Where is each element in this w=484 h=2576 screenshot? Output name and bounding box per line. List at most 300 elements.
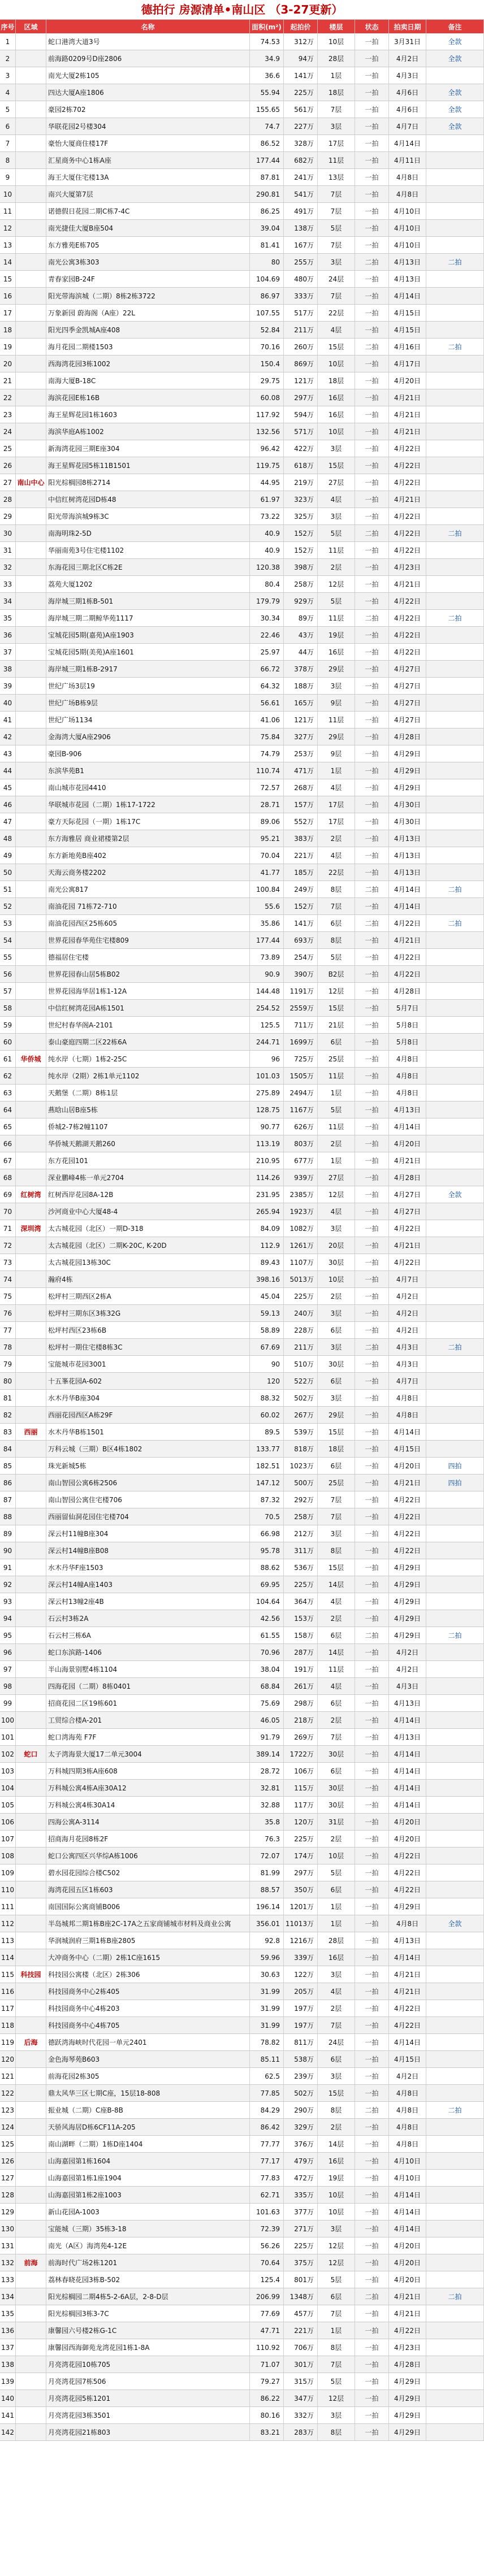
cell-price: 327万 <box>284 728 318 745</box>
cell-area: 120 <box>250 1373 284 1389</box>
cell-price: 89万 <box>284 610 318 626</box>
cell-area: 87.81 <box>250 169 284 185</box>
cell-district: 后海 <box>16 2034 46 2050</box>
cell-note <box>426 1390 484 1406</box>
cell-note <box>426 712 484 728</box>
cell-note <box>426 152 484 168</box>
cell-note <box>426 1407 484 1423</box>
table-row <box>0 966 484 983</box>
cell-price: 594万 <box>284 406 318 423</box>
cell-index: 70 <box>0 1203 16 1220</box>
cell-district <box>16 593 46 609</box>
cell-status: 一拍 <box>355 1644 389 1660</box>
cell-district <box>16 389 46 406</box>
cell-district <box>16 1831 46 1847</box>
cell-price: 1167万 <box>284 1101 318 1118</box>
cell-floor: 10层 <box>318 1848 355 1864</box>
cell-district <box>16 1322 46 1338</box>
cell-name: 世纪村春华阁A-2101 <box>46 1017 250 1033</box>
cell-name: 世纪广场3层19 <box>46 678 250 694</box>
cell-area: 110.74 <box>250 762 284 779</box>
cell-floor: 6层 <box>318 1627 355 1643</box>
cell-floor: 30层 <box>318 1797 355 1813</box>
cell-note <box>426 1644 484 1660</box>
cell-status: 一拍 <box>355 1678 389 1694</box>
cell-date: 4月22日 <box>389 1881 426 1898</box>
cell-name: 山海嘉园第1栋2座1003 <box>46 2187 250 2203</box>
cell-status: 一拍 <box>355 1763 389 1779</box>
cell-index: 43 <box>0 745 16 762</box>
table-row <box>0 1254 484 1271</box>
cell-area: 85.11 <box>250 2051 284 2067</box>
cell-note <box>426 440 484 457</box>
cell-district <box>16 1661 46 1677</box>
cell-status: 一拍 <box>355 2322 389 2339</box>
cell-price: 538万 <box>284 2051 318 2067</box>
table-row <box>0 491 484 508</box>
table-row <box>0 1475 484 1491</box>
cell-status: 一拍 <box>355 2390 389 2406</box>
cell-area: 84.29 <box>250 2102 284 2118</box>
cell-note <box>426 1898 484 1915</box>
cell-district <box>16 33 46 50</box>
cell-price: 167万 <box>284 237 318 253</box>
cell-floor: 29层 <box>318 728 355 745</box>
table-row <box>0 2339 484 2356</box>
table-row <box>0 1932 484 1949</box>
cell-note <box>426 2221 484 2237</box>
cell-note <box>426 1152 484 1169</box>
cell-floor: 1层 <box>318 2322 355 2339</box>
cell-area: 389.14 <box>250 1746 284 1762</box>
table-row <box>0 1983 484 2000</box>
cell-note <box>426 2339 484 2356</box>
cell-name: 东方海雅居 商业裙楼第2层 <box>46 830 250 847</box>
table-row <box>0 1135 484 1152</box>
cell-index: 50 <box>0 864 16 881</box>
cell-price: 165万 <box>284 695 318 711</box>
table-row <box>0 644 484 661</box>
cell-status: 一拍 <box>355 33 389 50</box>
cell-name: 科技园商务中心4栋705 <box>46 2017 250 2033</box>
cell-price: 197万 <box>284 2017 318 2033</box>
cell-price: 258万 <box>284 576 318 592</box>
cell-price: 269万 <box>284 1729 318 1745</box>
table-row <box>0 440 484 457</box>
cell-index: 100 <box>0 1712 16 1728</box>
cell-name: 海岸城三期1栋B-2917 <box>46 661 250 677</box>
cell-note: 二拍 <box>426 525 484 541</box>
cell-name: 松坪村三期西区2栋A <box>46 1288 250 1304</box>
table-row <box>0 186 484 203</box>
cell-floor: 7层 <box>318 2305 355 2322</box>
cell-area: 55.94 <box>250 84 284 101</box>
cell-district <box>16 84 46 101</box>
cell-floor: 15层 <box>318 1000 355 1016</box>
table-row <box>0 1051 484 1068</box>
cell-status: 一拍 <box>355 949 389 965</box>
cell-area: 356.01 <box>250 1915 284 1932</box>
cell-floor: 6层 <box>318 2288 355 2305</box>
cell-name: 沙河商业中心大厦48-4 <box>46 1203 250 1220</box>
cell-price: 211万 <box>284 322 318 338</box>
cell-area: 22.46 <box>250 627 284 643</box>
cell-area: 52.84 <box>250 322 284 338</box>
cell-index: 48 <box>0 830 16 847</box>
cell-district <box>16 423 46 440</box>
table-row <box>0 576 484 593</box>
cell-name: 新海湾花园三期E座304 <box>46 440 250 457</box>
cell-note <box>426 2204 484 2220</box>
cell-floor: 27层 <box>318 1169 355 1186</box>
cell-district: 科技园 <box>16 1966 46 1983</box>
cell-floor: 9层 <box>318 745 355 762</box>
cell-status: 一拍 <box>355 1152 389 1169</box>
cell-floor: 3层 <box>318 2407 355 2423</box>
cell-name: 世界花园春华苑住宅楼809 <box>46 932 250 948</box>
cell-area: 101.63 <box>250 2204 284 2220</box>
cell-floor: 3层 <box>318 1305 355 1321</box>
cell-price: 711万 <box>284 1017 318 1033</box>
cell-price: 254万 <box>284 949 318 965</box>
cell-index: 128 <box>0 2187 16 2203</box>
table-row <box>0 1441 484 1458</box>
cell-status: 一拍 <box>355 1390 389 1406</box>
cell-index: 120 <box>0 2051 16 2067</box>
cell-note <box>426 2407 484 2423</box>
cell-note <box>426 1831 484 1847</box>
cell-name: 松坪村西区23栋6B <box>46 1322 250 1338</box>
cell-index: 49 <box>0 847 16 864</box>
cell-floor: 15层 <box>318 2085 355 2101</box>
cell-area: 132.56 <box>250 423 284 440</box>
cell-floor: 6层 <box>318 1322 355 1338</box>
cell-index: 109 <box>0 1864 16 1881</box>
cell-floor: 18层 <box>318 372 355 389</box>
cell-name: 华润城润府三期1栋B座2805 <box>46 1932 250 1949</box>
cell-status: 一拍 <box>355 457 389 474</box>
table-row <box>0 1525 484 1542</box>
cell-floor: 17层 <box>318 813 355 830</box>
cell-index: 27 <box>0 474 16 491</box>
table-row <box>0 779 484 796</box>
cell-note <box>426 508 484 524</box>
cell-area: 62.71 <box>250 2187 284 2203</box>
cell-date: 4月2日 <box>389 1305 426 1321</box>
cell-price: 333万 <box>284 288 318 304</box>
cell-date: 4月21日 <box>389 1152 426 1169</box>
cell-date: 4月27日 <box>389 712 426 728</box>
table-row <box>0 1085 484 1101</box>
table-row <box>0 813 484 830</box>
cell-floor: 2层 <box>318 1712 355 1728</box>
cell-date: 4月14日 <box>389 1780 426 1796</box>
cell-floor: 30层 <box>318 1356 355 1372</box>
cell-floor: 30层 <box>318 1746 355 1762</box>
cell-note <box>426 1949 484 1966</box>
cell-date: 4月15日 <box>389 322 426 338</box>
cell-date: 4月15日 <box>389 1441 426 1457</box>
cell-name: 月亮湾花园7栋506 <box>46 2373 250 2389</box>
table-row <box>0 169 484 186</box>
cell-floor: 2层 <box>318 2000 355 2016</box>
cell-name: 华丽南苑3号住宅楼1102 <box>46 542 250 558</box>
cell-area: 70.16 <box>250 339 284 355</box>
cell-date: 4月14日 <box>389 2034 426 2050</box>
table-row <box>0 2424 484 2441</box>
cell-date: 4月20日 <box>389 1135 426 1152</box>
cell-price: 390万 <box>284 966 318 982</box>
cell-date: 4月6日 <box>389 101 426 118</box>
cell-price: 471万 <box>284 762 318 779</box>
cell-price: 121万 <box>284 372 318 389</box>
col-name: 名称 <box>46 20 250 33</box>
cell-note <box>426 898 484 914</box>
cell-floor: 1层 <box>318 1915 355 1932</box>
cell-status: 一拍 <box>355 1271 389 1287</box>
cell-status: 一拍 <box>355 1118 389 1135</box>
cell-area: 39.04 <box>250 220 284 236</box>
cell-index: 105 <box>0 1797 16 1813</box>
cell-floor: 17层 <box>318 796 355 813</box>
cell-district <box>16 1458 46 1474</box>
cell-index: 108 <box>0 1848 16 1864</box>
cell-area: 128.75 <box>250 1101 284 1118</box>
cell-price: 297万 <box>284 389 318 406</box>
table-row <box>0 1169 484 1186</box>
table-row <box>0 2271 484 2288</box>
cell-index: 19 <box>0 339 16 355</box>
cell-index: 99 <box>0 1695 16 1711</box>
cell-name: 东方新地苑B座402 <box>46 847 250 864</box>
cell-district <box>16 2136 46 2152</box>
cell-note <box>426 2424 484 2440</box>
cell-floor: 16层 <box>318 2153 355 2169</box>
cell-date: 4月22日 <box>389 915 426 931</box>
cell-district <box>16 118 46 135</box>
cell-note <box>426 983 484 999</box>
cell-date: 4月21日 <box>389 576 426 592</box>
cell-price: 225万 <box>284 2237 318 2254</box>
cell-index: 79 <box>0 1356 16 1372</box>
cell-note <box>426 1848 484 1864</box>
cell-district <box>16 305 46 321</box>
cell-district <box>16 796 46 813</box>
cell-name: 万科城公寓4栋A座30A12 <box>46 1780 250 1796</box>
cell-status: 一拍 <box>355 559 389 575</box>
cell-index: 36 <box>0 627 16 643</box>
cell-date: 4月27日 <box>389 1186 426 1203</box>
cell-status: 一拍 <box>355 1237 389 1254</box>
cell-note: 四拍 <box>426 1458 484 1474</box>
cell-note <box>426 813 484 830</box>
cell-name: 半山海景别墅4栋1104 <box>46 1661 250 1677</box>
cell-index: 95 <box>0 1627 16 1643</box>
table-row <box>0 1593 484 1610</box>
cell-name: 西丽留仙洞花园住宅楼704 <box>46 1508 250 1525</box>
cell-price: 376万 <box>284 2136 318 2152</box>
table-row <box>0 1949 484 1966</box>
cell-note: 全款 <box>426 50 484 67</box>
cell-price: 239万 <box>284 2068 318 2084</box>
table-row <box>0 1017 484 1034</box>
cell-index: 37 <box>0 644 16 660</box>
table-row <box>0 1339 484 1356</box>
cell-name: 四海花园（二期）8栋0401 <box>46 1678 250 1694</box>
table-row <box>0 2034 484 2051</box>
cell-floor: 21层 <box>318 1017 355 1033</box>
cell-district <box>16 813 46 830</box>
cell-date: 4月14日 <box>389 2187 426 2203</box>
cell-note <box>426 1491 484 1508</box>
cell-area: 265.94 <box>250 1203 284 1220</box>
cell-date: 4月22日 <box>389 1220 426 1237</box>
table-row <box>0 1712 484 1729</box>
cell-price: 158万 <box>284 1627 318 1643</box>
cell-index: 110 <box>0 1881 16 1898</box>
cell-date: 4月30日 <box>389 813 426 830</box>
cell-price: 328万 <box>284 135 318 151</box>
cell-note <box>426 491 484 508</box>
cell-floor: 7层 <box>318 2017 355 2033</box>
table-row <box>0 1373 484 1390</box>
cell-date: 4月22日 <box>389 1491 426 1508</box>
cell-name: 金海湾大厦A座2906 <box>46 728 250 745</box>
table-row <box>0 2356 484 2373</box>
cell-district <box>16 2000 46 2016</box>
cell-index: 18 <box>0 322 16 338</box>
cell-status: 一拍 <box>355 1424 389 1440</box>
cell-name: 南油花园 71栋72-710 <box>46 898 250 914</box>
cell-name: 石云村三栋6A <box>46 1627 250 1643</box>
cell-district <box>16 728 46 745</box>
cell-district <box>16 406 46 423</box>
table-row <box>0 1186 484 1203</box>
cell-status: 一拍 <box>355 813 389 830</box>
cell-date: 4月14日 <box>389 2221 426 2237</box>
cell-floor: 12层 <box>318 2390 355 2406</box>
cell-name: 德福居住宅楼 <box>46 949 250 965</box>
cell-name: 南油花园西区25栋605 <box>46 915 250 931</box>
cell-name: 前海时代广场2栋1201 <box>46 2254 250 2271</box>
cell-status: 一拍 <box>355 898 389 914</box>
cell-price: 292万 <box>284 1491 318 1508</box>
cell-area: 80.4 <box>250 576 284 592</box>
cell-date: 4月6日 <box>389 84 426 101</box>
cell-price: 258万 <box>284 1508 318 1525</box>
cell-name: 深云村14幢B座B08 <box>46 1542 250 1559</box>
cell-status: 一拍 <box>355 2339 389 2356</box>
cell-note <box>426 1712 484 1728</box>
cell-price: 375万 <box>284 2254 318 2271</box>
table-row <box>0 661 484 678</box>
cell-area: 47.71 <box>250 2322 284 2339</box>
cell-name: 松坪村三期东区3栋32G <box>46 1305 250 1321</box>
cell-price: 472万 <box>284 2170 318 2186</box>
cell-price: 225万 <box>284 1576 318 1593</box>
table-row <box>0 1118 484 1135</box>
cell-status: 一拍 <box>355 1559 389 1576</box>
cell-date: 4月2日 <box>389 1288 426 1304</box>
cell-note: 全款 <box>426 84 484 101</box>
cell-note <box>426 1932 484 1949</box>
cell-area: 81.99 <box>250 1864 284 1881</box>
table-row <box>0 1966 484 1983</box>
cell-date: 5月8日 <box>389 1017 426 1033</box>
col-floor: 楼层 <box>318 20 355 33</box>
cell-floor: 6层 <box>318 2051 355 2067</box>
cell-district <box>16 220 46 236</box>
cell-area: 196.14 <box>250 1898 284 1915</box>
cell-district <box>16 440 46 457</box>
cell-date: 4月2日 <box>389 1322 426 1338</box>
table-row <box>0 33 484 50</box>
cell-date: 4月22日 <box>389 610 426 626</box>
cell-index: 94 <box>0 1610 16 1627</box>
cell-floor: 2层 <box>318 1288 355 1304</box>
cell-note <box>426 1271 484 1287</box>
table-row <box>0 1576 484 1593</box>
cell-date: 4月2日 <box>389 2068 426 2084</box>
col-note: 备注 <box>426 20 484 33</box>
cell-floor: 27层 <box>318 474 355 491</box>
cell-date: 4月21日 <box>389 1475 426 1491</box>
cell-district <box>16 2051 46 2067</box>
cell-note <box>426 2153 484 2169</box>
cell-index: 72 <box>0 1237 16 1254</box>
table-row <box>0 830 484 847</box>
cell-status: 一拍 <box>355 966 389 982</box>
cell-date: 4月29日 <box>389 2424 426 2440</box>
cell-floor: 22层 <box>318 305 355 321</box>
cell-status: 二拍 <box>355 2102 389 2118</box>
cell-index: 8 <box>0 152 16 168</box>
cell-area: 77.83 <box>250 2170 284 2186</box>
table-row <box>0 1661 484 1678</box>
cell-status: 一拍 <box>355 847 389 864</box>
cell-note <box>426 1373 484 1389</box>
cell-status: 一拍 <box>355 474 389 491</box>
table-row <box>0 2204 484 2221</box>
cell-area: 30.63 <box>250 1966 284 1983</box>
cell-floor: 7层 <box>318 288 355 304</box>
cell-index: 85 <box>0 1458 16 1474</box>
cell-district <box>16 661 46 677</box>
cell-note <box>426 2237 484 2254</box>
col-price: 起拍价 <box>284 20 318 33</box>
cell-date: 4月16日 <box>389 339 426 355</box>
cell-area: 155.65 <box>250 101 284 118</box>
cell-status: 一拍 <box>355 50 389 67</box>
cell-name: 新山花园A-1003 <box>46 2204 250 2220</box>
cell-date: 4月14日 <box>389 1746 426 1762</box>
cell-status: 一拍 <box>355 2221 389 2237</box>
cell-floor: 4层 <box>318 322 355 338</box>
cell-date: 4月21日 <box>389 406 426 423</box>
cell-floor: 4层 <box>318 491 355 508</box>
cell-status: 二拍 <box>355 339 389 355</box>
cell-name: 水木丹华F座1503 <box>46 1559 250 1576</box>
cell-price: 260万 <box>284 339 318 355</box>
cell-note <box>426 576 484 592</box>
cell-status: 一拍 <box>355 1034 389 1050</box>
cell-index: 141 <box>0 2407 16 2423</box>
cell-note <box>426 2034 484 2050</box>
cell-area: 70.64 <box>250 2254 284 2271</box>
cell-index: 92 <box>0 1576 16 1593</box>
table-row <box>0 355 484 372</box>
cell-status: 一拍 <box>355 1915 389 1932</box>
